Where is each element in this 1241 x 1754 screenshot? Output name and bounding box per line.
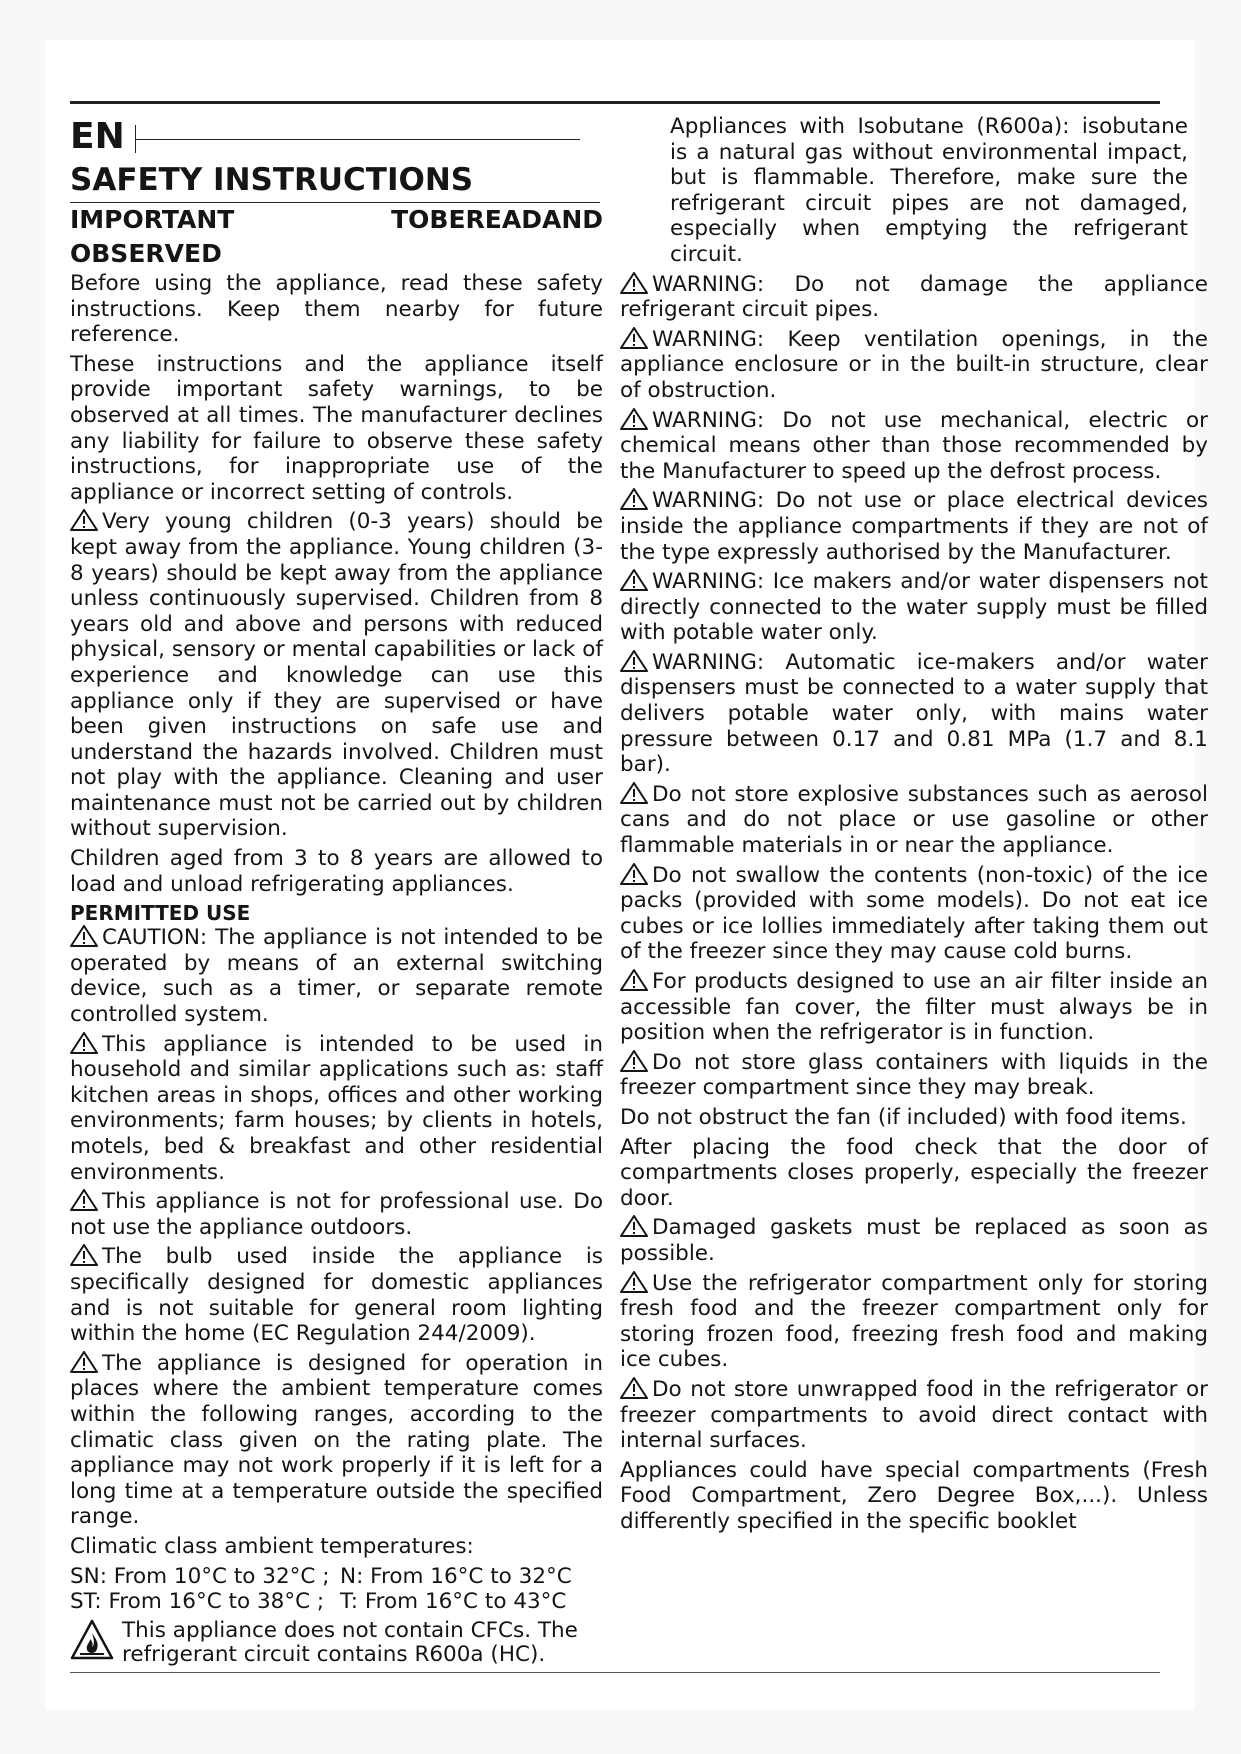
- paragraph-door-check: After placing the food check that the door of compartments closes properly, especially the freezer door.: [620, 1134, 1208, 1211]
- warning-water-supply-text: WARNING: Automatic ice-makers and/or water dispensers must be connected to a water supply that delivers potable water only, with mains water pressure between 0.17 and 0.81 MPa (1.7 and 8.1 bar).: [620, 649, 1208, 778]
- warning-air-filter: [620, 969, 1208, 1046]
- warning-compartment-use-text: Use the refrigerator compartment only for storing fresh food and the freezer compartment only for storing frozen food, freezing fresh food and making ice cubes.: [620, 1270, 1208, 1373]
- warning-icon: [620, 1050, 648, 1072]
- language-divider: [135, 139, 580, 140]
- top-rule: [70, 101, 1160, 104]
- warning-compartment-use: [620, 1271, 1208, 1373]
- climatic-class-n: N: From 16°C to 32°C: [340, 1563, 572, 1589]
- paragraph-not-professional: [70, 1189, 603, 1240]
- warning-icon: [620, 863, 648, 885]
- left-column: [70, 112, 603, 1667]
- warning-ventilation-text: WARNING: Keep ventilation openings, in the appliance enclosure or in the built-in structure, clear of obstruction.: [620, 326, 1208, 403]
- warning-icon: [620, 1377, 648, 1399]
- warning-electrical-devices: [620, 488, 1208, 565]
- paragraph-caution-switching: [70, 925, 603, 1027]
- warning-icon: [70, 509, 98, 531]
- warning-refrigerant-pipes: [620, 272, 1208, 323]
- permitted-use-heading: PERMITTED USE: [70, 901, 251, 926]
- not-professional-text: This appliance is not for professional use. Do not use the appliance outdoors.: [70, 1189, 603, 1240]
- warning-explosive-text: Do not store explosive substances such as aerosol cans and do not place or use gasoline or other flammable materials in or near the appliance.: [620, 781, 1208, 859]
- cfc-notice-text: This appliance does not contain CFCs. The refrigerant circuit contains R600a (HC).: [122, 1617, 578, 1667]
- paragraph-isobutane: Appliances with Isobutane (R600a): isobutane is a natural gas without environmental impact, but is flammable. Therefore, make sure the refrigerant circuit pipes are not damaged, especially when emptying the refrigerant circuit.: [670, 114, 1188, 267]
- warning-ice-makers: [620, 569, 1208, 646]
- right-column: [620, 114, 1208, 1538]
- climatic-row-2: [70, 1589, 603, 1615]
- warning-icon: [70, 1351, 98, 1373]
- paragraph-manufacturer-liability: These instructions and the appliance itself provide important safety warnings, to be observed at all times. The manufacturer declines any liability for failure to observe these safety instructions, for inappropriate use of the appliance or incorrect setting of controls.: [70, 351, 603, 505]
- children-safety-text: Very young children (0-3 years) should be kept away from the appliance. Young children (3-8 years) should be kept away from the appliance unless continuously supervised. Children from 8 years old and above and persons with reduced physical, sensory or mental capabilities or lack of experience and knowledge can use this appliance only if they are supervised or have been given instructions on safe use and understand the hazards involved. Children must not play with the appliance. Cleaning and user maintenance must not be carried out by children without supervision.: [70, 509, 603, 842]
- page-subtitle: IMPORTANT TOBEREADAND OBSERVED: [70, 205, 603, 268]
- paragraph-ambient-temperature: [70, 1351, 603, 1530]
- paragraph-children-safety: [70, 509, 603, 842]
- ambient-temperature-text: The appliance is designed for operation in places where the ambient temperature comes within the following ranges, according to the climatic class given on the rating plate. The appliance may not work properly if it is left for a long time at a temperature outside the specified range.: [70, 1350, 603, 1530]
- bottom-rule: [70, 1672, 1160, 1673]
- warning-icon: [70, 1244, 98, 1266]
- paragraph-household-use: [70, 1032, 603, 1186]
- warning-icon: [620, 1215, 648, 1237]
- cfc-notice: [70, 1619, 603, 1667]
- warning-glass-containers-text: Do not store glass containers with liquids in the freezer compartment since they may break.: [620, 1049, 1208, 1101]
- page-title: SAFETY INSTRUCTIONS: [70, 162, 600, 203]
- paragraph-children-loading: Children aged from 3 to 8 years are allowed to load and unload refrigerating appliances.: [70, 846, 603, 897]
- climatic-class-heading: Climatic class ambient temperatures:: [70, 1533, 474, 1559]
- bulb-text: The bulb used inside the appliance is specifically designed for domestic appliances and is not suitable for general room lighting within the home (EC Regulation 244/2009).: [70, 1244, 603, 1347]
- warning-air-filter-text: For products designed to use an air filter inside an accessible fan cover, the filter must always be in position when the refrigerator is in function.: [620, 969, 1208, 1046]
- warning-water-supply: [620, 650, 1208, 778]
- paragraph-special-compartments: Appliances could have special compartments (Fresh Food Compartment, Zero Degree Box,...). Unless differently specified in the specific booklet: [620, 1457, 1208, 1534]
- warning-icon: [620, 488, 648, 510]
- warning-icon: [620, 569, 648, 591]
- warning-refrigerant-pipes-text: WARNING: Do not damage the appliance refrigerant circuit pipes.: [620, 271, 1208, 323]
- household-use-text: This appliance is intended to be used in household and similar applications such as: staff kitchen areas in shops, offices and other working environments; farm houses; by clients in hotels, motels, bed & breakfast and other residential environments.: [70, 1031, 603, 1185]
- warning-electrical-devices-text: WARNING: Do not use or place electrical devices inside the appliance compartments if they are not of the type expressly authorised by the Manufacturer.: [620, 488, 1208, 565]
- paragraph-bulb: [70, 1244, 603, 1346]
- language-row: [70, 112, 603, 162]
- warning-icon: [620, 408, 648, 430]
- warning-icon: [620, 1271, 648, 1293]
- climatic-class-st: ST: From 16°C to 38°C ;: [70, 1589, 325, 1615]
- warning-unwrapped-food-text: Do not store unwrapped food in the refrigerator or freezer compartments to avoid direct contact with internal surfaces.: [620, 1376, 1208, 1454]
- warning-explosive: [620, 782, 1208, 859]
- climatic-class-t: T: From 16°C to 43°C: [340, 1589, 567, 1615]
- warning-icon: [620, 650, 648, 672]
- warning-ventilation: [620, 327, 1208, 404]
- warning-ice-packs: [620, 863, 1208, 965]
- warning-glass-containers: [620, 1050, 1208, 1101]
- warning-defrost: [620, 408, 1208, 485]
- climatic-class-sn: SN: From 10°C to 32°C ;: [70, 1563, 330, 1589]
- warning-icon: [620, 327, 648, 349]
- paragraph-read-instructions: Before using the appliance, read these safety instructions. Keep them nearby for future reference.: [70, 271, 603, 348]
- warning-icon: [620, 272, 648, 294]
- warning-unwrapped-food: [620, 1377, 1208, 1454]
- warning-gaskets: [620, 1215, 1208, 1266]
- warning-icon: [70, 1032, 98, 1054]
- warning-gaskets-text: Damaged gaskets must be replaced as soon as possible.: [620, 1215, 1208, 1266]
- warning-icon: [620, 782, 648, 804]
- warning-defrost-text: WARNING: Do not use mechanical, electric or chemical means other than those recommended by the Manufacturer to speed up the defrost process.: [620, 407, 1208, 484]
- climatic-row-1: [70, 1564, 603, 1590]
- caution-switching-text: CAUTION: The appliance is not intended to be operated by means of an external switching device, such as a timer, or separate remote controlled system.: [70, 925, 603, 1028]
- paragraph-fan: Do not obstruct the fan (if included) with food items.: [620, 1104, 1187, 1130]
- warning-icon: [70, 1189, 98, 1211]
- warning-ice-makers-text: WARNING: Ice makers and/or water dispensers not directly connected to the water supply must be filled with potable water only.: [620, 569, 1208, 646]
- language-code: EN: [70, 116, 125, 157]
- warning-ice-packs-text: Do not swallow the contents (non-toxic) of the ice packs (provided with some models). Do not eat ice cubes or ice lollies immediately after taking them out of the freezer since they may cause cold burns.: [620, 862, 1208, 965]
- warning-icon: [70, 925, 98, 947]
- flammable-warning-icon: [70, 1619, 114, 1661]
- warning-icon: [620, 969, 648, 991]
